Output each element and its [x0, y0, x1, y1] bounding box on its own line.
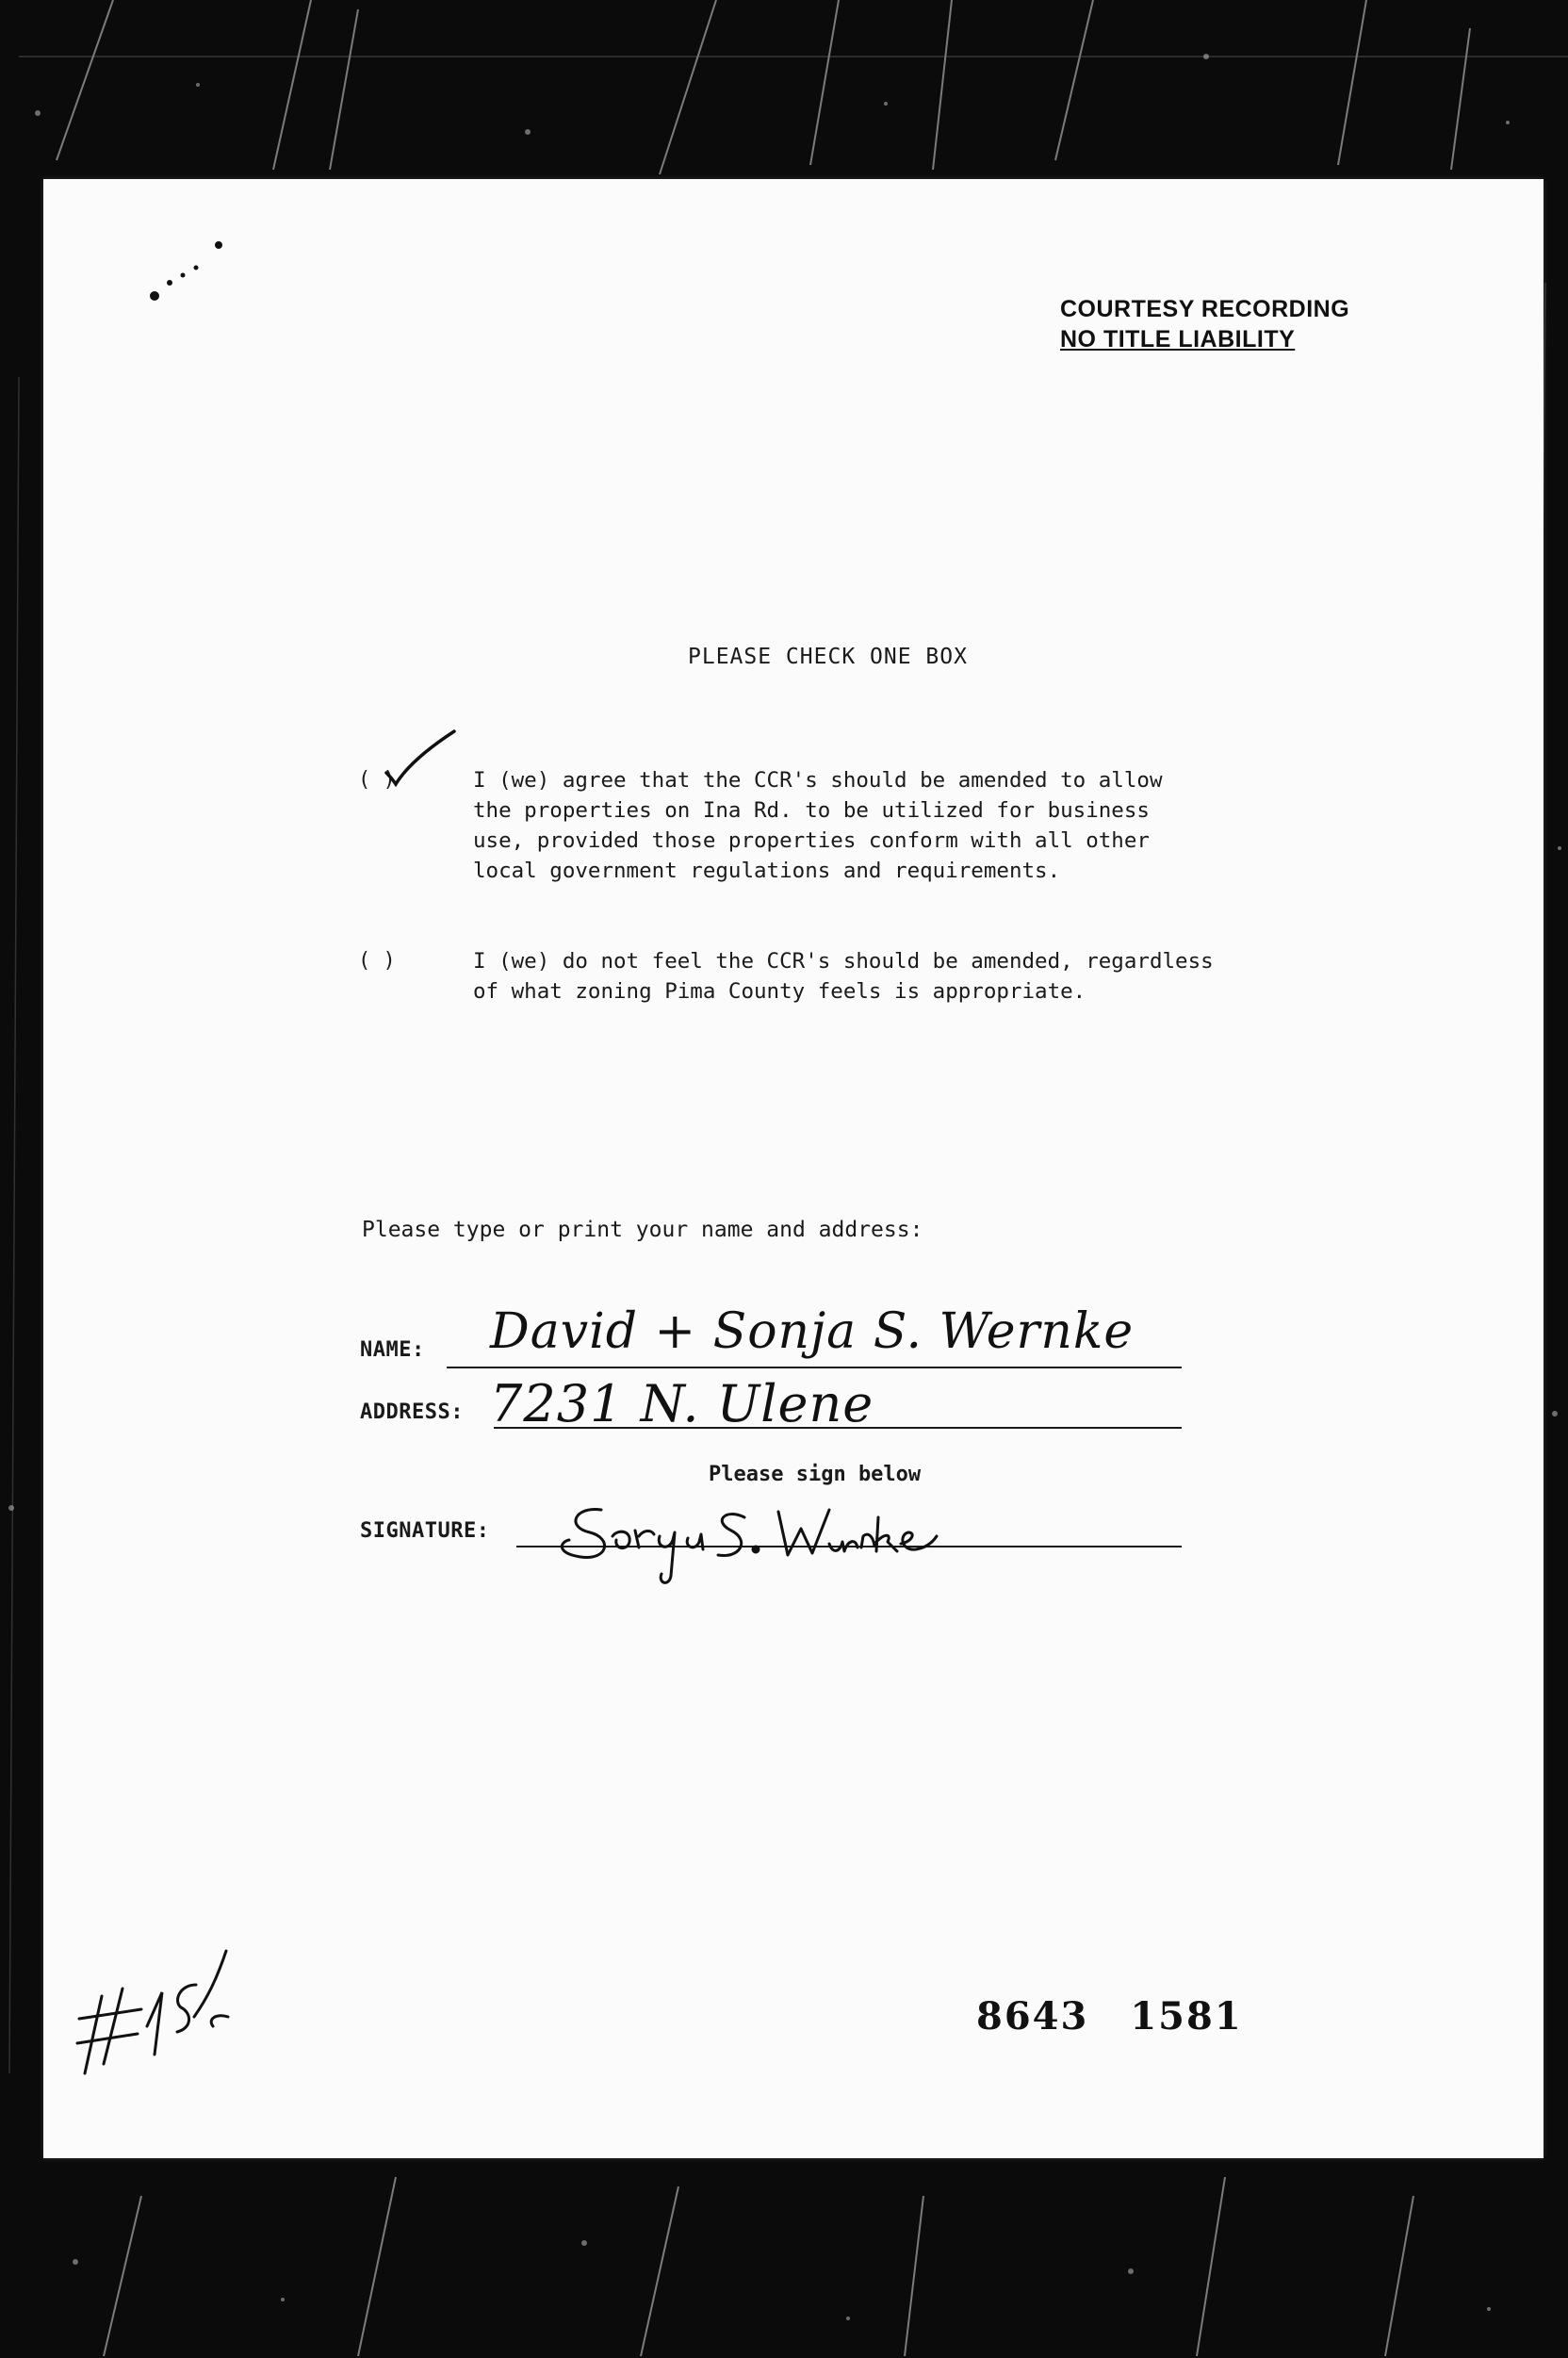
sign-below-note: Please sign below	[709, 1463, 922, 1486]
name-field[interactable]: David + Sonja S. Wernke	[490, 1303, 1135, 1360]
option-agree-text: I (we) agree that the CCR's should be amended to allow the properties on Ina Rd. to be utilized for business use, provided those properties conform with all other local government regulations and requirements.	[473, 768, 1163, 883]
option-disagree-text: I (we) do not feel the CCR's should be amended, regardless of what zoning Pima County feels is appropriate.	[473, 949, 1214, 1004]
stamp-line-1: COURTESY RECORDING	[1060, 296, 1350, 322]
book-number: 8643	[976, 1994, 1089, 2039]
address-field[interactable]: 7231 N. Ulene	[490, 1374, 874, 1433]
document-page	[43, 179, 1544, 2158]
stamp-line-2: NO TITLE LIABILITY	[1060, 326, 1296, 352]
page-number: 1581	[1130, 1994, 1243, 2039]
signature-label: SIGNATURE:	[360, 1519, 490, 1543]
form-heading: PLEASE CHECK ONE BOX	[688, 645, 968, 669]
checkmark-icon	[373, 726, 458, 792]
option-disagree-checkbox[interactable]: ( )	[358, 949, 396, 973]
address-label: ADDRESS:	[360, 1400, 464, 1424]
recording-stamp	[1060, 294, 1349, 354]
stray-marks	[141, 234, 236, 309]
name-label: NAME:	[360, 1338, 425, 1362]
option-agree-checkbox[interactable]: ( )	[358, 768, 396, 792]
margin-note-mark	[75, 1923, 245, 2092]
signature-mark	[547, 1489, 961, 1593]
name-line	[447, 1367, 1182, 1368]
name-address-prompt: Please type or print your name and address:	[362, 1218, 923, 1242]
document-number	[976, 1994, 1243, 2039]
